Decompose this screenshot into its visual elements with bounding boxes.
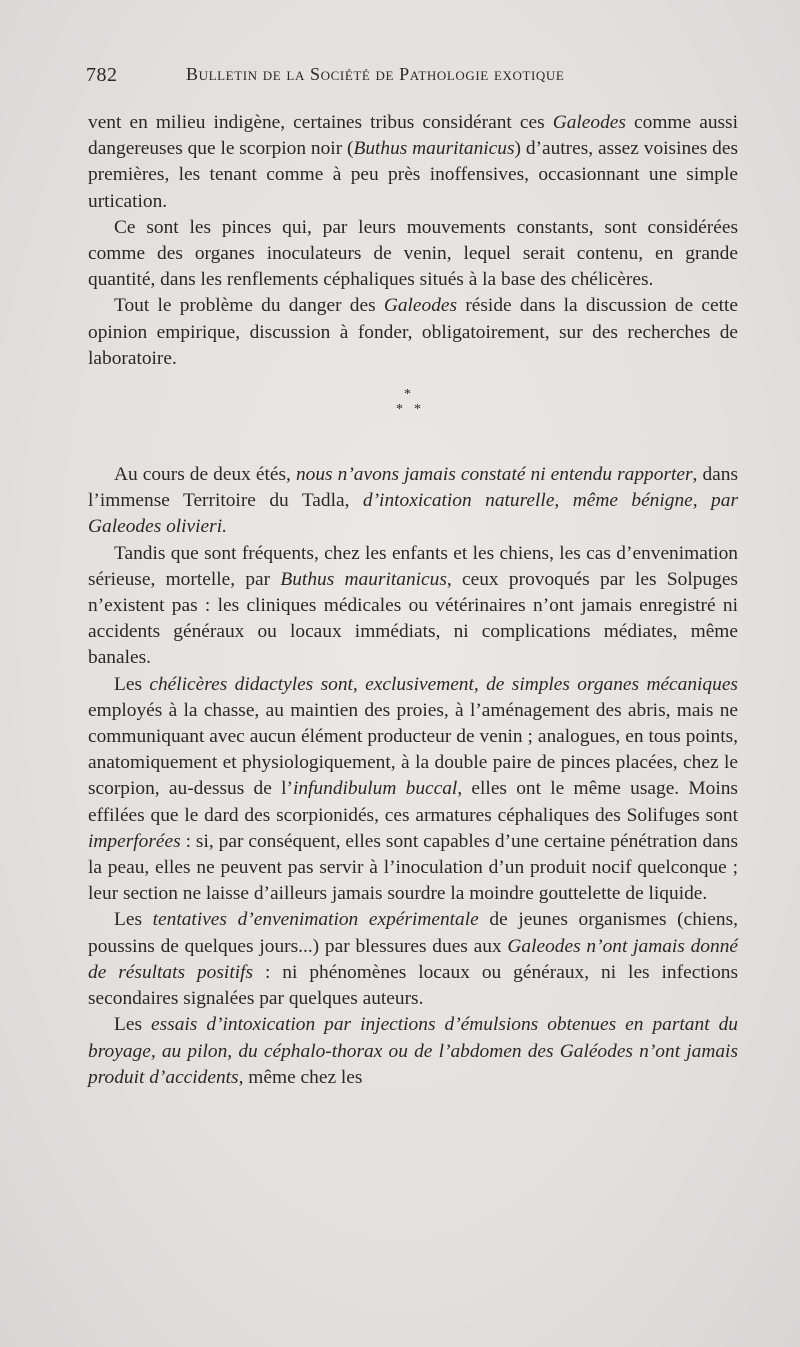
text-span: Ce sont les pinces qui, par leurs mouvements constants, sont considérées comme des organes inoculateurs de venin, lequel serait contenu, en grande quantité, dans les renflements céphaliques situés à la base des chélicères. — [88, 216, 738, 291]
text-span: de jeunes organismes (chiens, poussins de quelques jours...) par blessures dues aux — [88, 909, 738, 957]
running-header — [86, 64, 646, 94]
text-span: , même chez les — [238, 1066, 363, 1088]
text-span: , dans l’immense Territoire du Tadla, — [88, 464, 738, 512]
text-span: : ni phénomènes locaux ou généraux, ni les infections secondaires signalées par quelques auteurs. — [88, 961, 739, 1010]
journal-title: Bulletin de la Société de Pathologie exotique — [186, 64, 565, 84]
body-text — [88, 110, 738, 1091]
italic-span: infundibulum buccal — [292, 778, 458, 800]
text-span: employés à la chasse, au maintien des proies, à l’aménagement des abris, mais ne communiquant avec aucun élément producteur de venin ; analogues, en tous points, anatomiquement et physiologiquement, à la double paire de pinces placées, chez le scorpion, au-dessus de l’ — [88, 699, 738, 800]
text-span: , ceux provoqués par les Solpuges n’existent pas : les cliniques médicales ou vétérinaires n’ont jamais enregistré ni accidents généraux ou locaux immédiats, ni complications médiates, même banales. — [88, 568, 738, 669]
italic-span: essais d’intoxication par injections d’émulsions obtenues en partant du broyage, au pilon, du céphalo-thorax ou de l’abdomen des Galéodes n’ont jamais produit d’accidents — [88, 1014, 738, 1088]
text-span: : si, par conséquent, elles sont capables d’une certaine pénétration dans la peau, elles ne peuvent pas servir à l’inoculation d’un produit nocif quelconque ; leur section ne laisse d’ailleurs jamais sourdre la moindre gouttelette de liquide. — [88, 830, 738, 905]
text-span: Les — [114, 673, 150, 695]
italic-span: Buthus mauritanicus — [280, 568, 447, 590]
italic-span: Galeodes n’ont jamais donné de résultats positifs — [88, 935, 738, 983]
italic-span: nous n’avons jamais constaté ni entendu rapporter — [295, 464, 693, 486]
italic-span: chélicères didactyles sont, exclusivement, de simples organes mécaniques — [149, 673, 738, 695]
text-span: Tout le problème du danger des — [114, 295, 384, 317]
italic-span: Galeodes — [552, 112, 626, 133]
text-span: Les — [114, 909, 153, 931]
text-span: comme aussi dangereuses que le scorpion noir ( — [88, 112, 738, 160]
text-span: Tandis que sont fréquents, chez les enfants et les chiens, les cas d’envenimation sérieuse, mortelle, par — [88, 542, 738, 590]
italic-span: d’intoxication naturelle, même bénigne, par Galeodes olivieri. — [88, 490, 738, 538]
italic-span: tentatives d’envenimation expérimentale — [152, 909, 479, 931]
paragraph-6 — [88, 672, 738, 908]
paragraph-2 — [88, 215, 738, 294]
paragraph-4 — [88, 462, 738, 541]
paragraph-5 — [88, 541, 738, 672]
asterisk-icon: * — [396, 402, 403, 418]
paragraph-1 — [88, 110, 738, 215]
text-span: réside dans la discussion de cette opinion empirique, discussion à fonder, obligatoirement, sur des recherches de laboratoire. — [88, 295, 738, 369]
page-number: 782 — [86, 64, 118, 86]
italic-span: Galeodes — [383, 295, 458, 317]
paragraph-8 — [88, 1012, 738, 1091]
asterisk-icon: * — [404, 387, 411, 403]
asterisk-icon: * — [414, 402, 421, 418]
text-span: Au cours de deux étés, — [114, 464, 296, 486]
text-span: , elles ont le même usage. Moins effilées que le dard des scorpionidés, ces armatures céphaliques des Solifuges sont — [88, 778, 738, 826]
text-span: Les — [114, 1014, 152, 1036]
paragraph-3 — [88, 293, 738, 372]
italic-span: imperforées — [88, 830, 181, 852]
paragraph-7 — [88, 907, 738, 1012]
italic-span: Buthus mauritanicus — [353, 138, 515, 160]
text-span: ) d’autres, assez voisines des premières, les tenant comme à peu près inoffensives, occasionnant une simple urtication. — [88, 138, 738, 212]
section-separator — [88, 384, 738, 440]
text-span: vent en milieu indigène, certaines tribus considérant ces — [88, 112, 553, 133]
